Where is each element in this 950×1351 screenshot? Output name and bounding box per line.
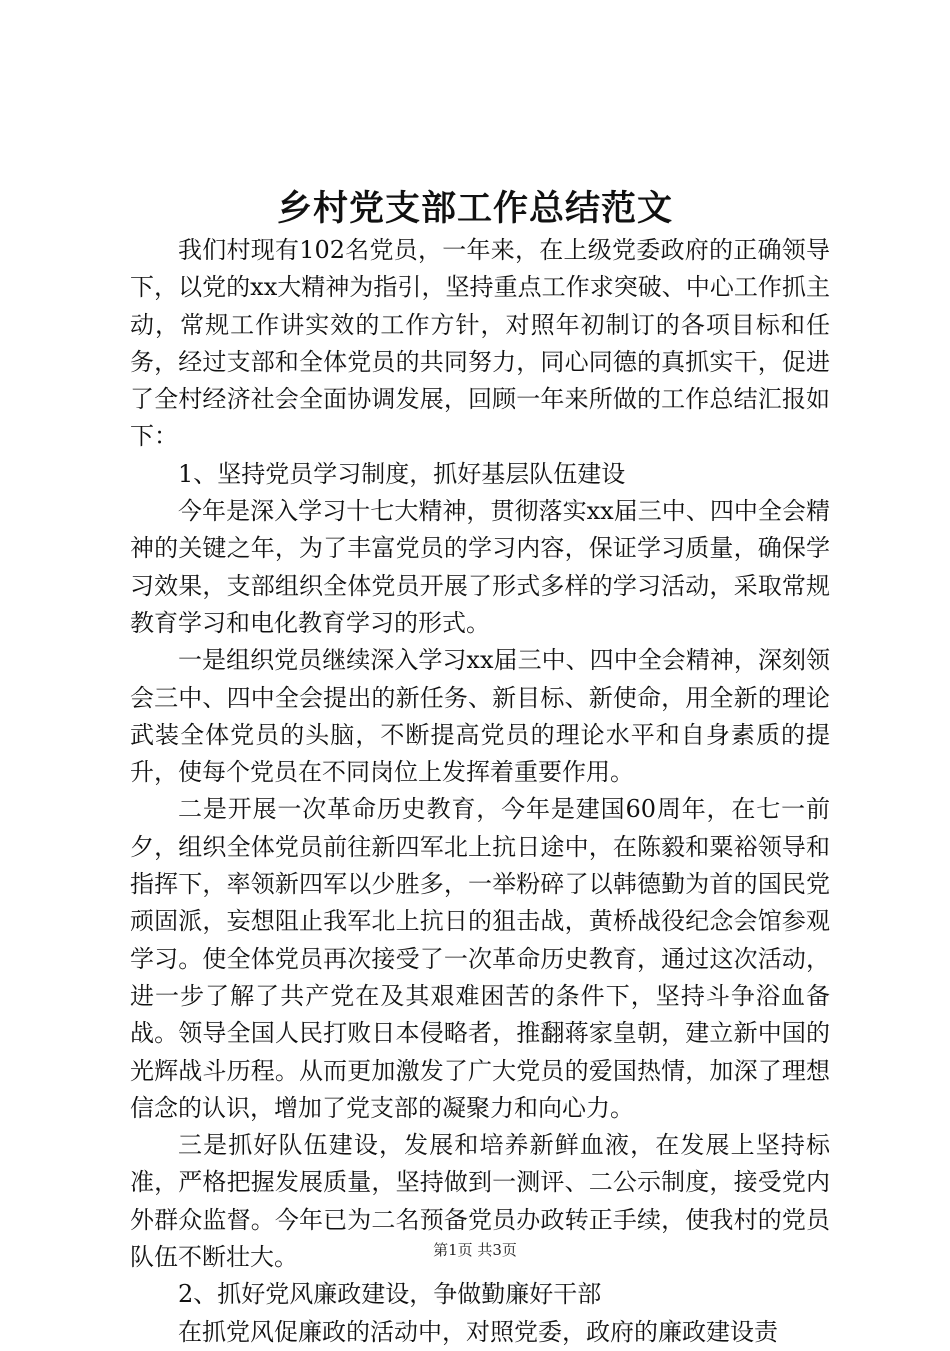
document-body	[130, 232, 830, 1351]
paragraph-point-two: 二是开展一次革命历史教育，今年是建国60周年，在七一前夕，组织全体党员前往新四军北上抗日途中，在陈毅和粟裕领导和指挥下，率领新四军以少胜多，一举粉碎了以韩德勤为首的国民党顽固派，妄想阻止我军北上抗日的狙击战，黄桥战役纪念会馆参观学习。使全体党员再次接受了一次革命历史教育，通过这次活动，进一步了解了共产党在及其艰难困苦的条件下，坚持斗争浴血备战。领导全国人民打败日本侵略者，推翻蒋家皇朝，建立新中国的光辉战斗历程。从而更加激发了广大党员的爱国热情，加深了理想信念的认识，增加了党支部的凝聚力和向心力。	[130, 795, 830, 1122]
section-heading-1: 1、坚持党员学习制度，抓好基层队伍建设	[178, 459, 626, 488]
paragraph-study-overview: 今年是深入学习十七大精神，贯彻落实xx届三中、四中全会精神的关键之年，为了丰富党员的学习内容，保证学习质量，确保学习效果，支部组织全体党员开展了形式多样的学习活动，采取常规教育学习和电化教育学习的形式。	[130, 497, 830, 637]
paragraph-point-three: 三是抓好队伍建设，发展和培养新鲜血液，在发展上坚持标准，严格把握发展质量，坚持做到一测评、二公示制度，接受党内外群众监督。今年已为二名预备党员办政转正手续，使我村的党员队伍不断壮大。	[130, 1131, 830, 1272]
page-number-footer: 第1页 共3页	[433, 1241, 517, 1259]
paragraph-point-one: 一是组织党员继续深入学习xx届三中、四中全会精神，深刻领会三中、四中全会提出的新任务、新目标、新使命，用全新的理论武装全体党员的头脑，不断提高党员的理论水平和自身素质的提升，使每个党员在不同岗位上发挥着重要作用。	[130, 646, 830, 787]
paragraph-intro: 我们村现有102名党员，一年来，在上级党委政府的正确领导下，以党的xx大精神为指引，坚持重点工作求突破、中心工作抓主动，常规工作讲实效的工作方针，对照年初制订的各项目标和任务，经过支部和全体党员的共同努力，同心同德的真抓实干，促进了全村经济社会全面协调发展，回顾一年来所做的工作总结汇报如下：	[130, 236, 830, 451]
paragraph-integrity: 在抓党风促廉政的活动中，对照党委，政府的廉政建设责	[178, 1317, 778, 1346]
section-heading-2: 2、抓好党风廉政建设，争做勤廉好干部	[178, 1280, 602, 1309]
document-title: 乡村党支部工作总结范文	[276, 188, 673, 229]
